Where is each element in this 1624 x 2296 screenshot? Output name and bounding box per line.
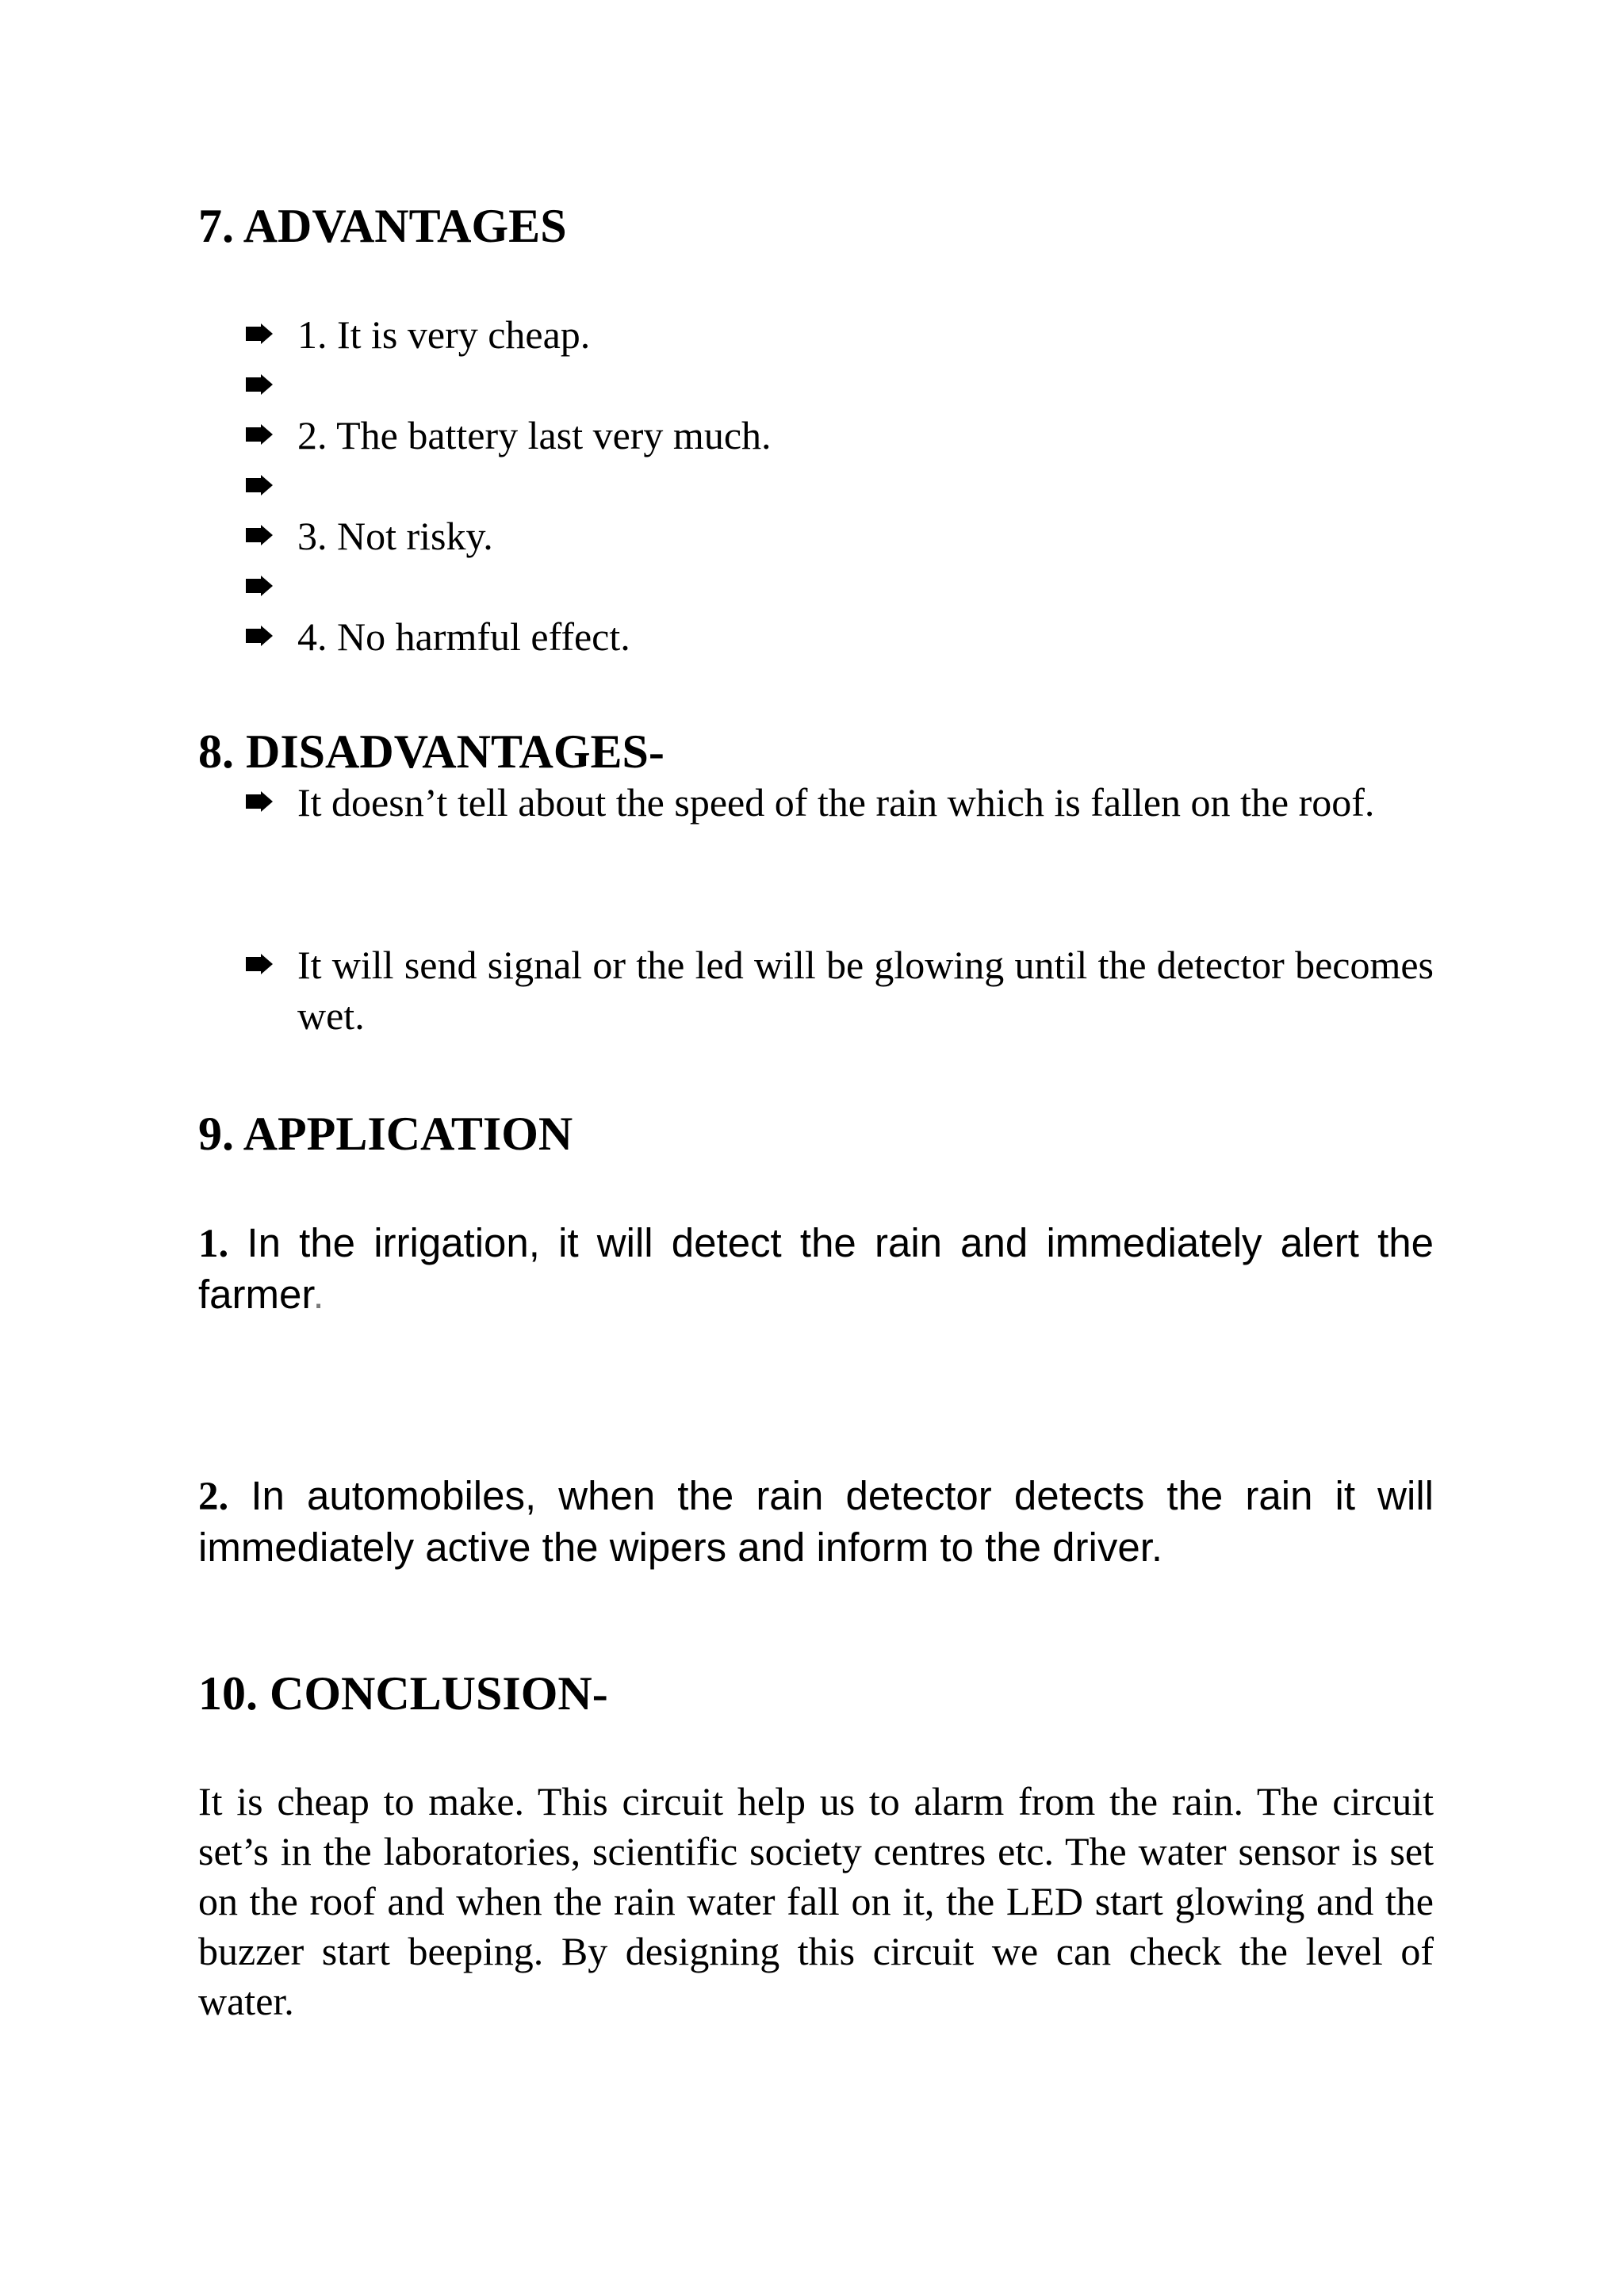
advantage-item: 4. No harmful effect. xyxy=(297,614,630,659)
application-item-text: In automobiles, when the rain detector detects the rain it will immediately active the wipers and inform to the driver. xyxy=(198,1473,1434,1570)
application-item-number: 2. xyxy=(198,1475,229,1519)
right-arrow-bullet-icon xyxy=(246,525,273,545)
conclusion-heading: 10. CONCLUSION- xyxy=(198,1667,608,1720)
right-arrow-bullet-icon xyxy=(246,475,273,496)
right-arrow-bullet-icon xyxy=(246,626,273,646)
list-item xyxy=(248,939,1434,1041)
disadvantages-heading: 8. DISADVANTAGES- xyxy=(198,725,665,778)
list-item xyxy=(248,309,1434,360)
advantage-item: 1. It is very cheap. xyxy=(297,312,591,357)
right-arrow-bullet-icon xyxy=(246,424,273,445)
list-item xyxy=(248,410,1434,461)
list-item xyxy=(248,511,1434,561)
advantages-heading: 7. ADVANTAGES xyxy=(198,200,567,252)
right-arrow-bullet-icon xyxy=(246,954,273,974)
right-arrow-bullet-icon xyxy=(246,374,273,395)
right-arrow-bullet-icon xyxy=(246,323,273,344)
advantage-item: 3. Not risky. xyxy=(297,514,493,558)
application-item xyxy=(198,1218,1434,1320)
list-item xyxy=(248,611,1434,662)
application-item xyxy=(198,1471,1434,1573)
conclusion-paragraph: It is cheap to make. This circuit help us to alarm from the rain. The circuit set’s in the laboratories, scientific society centres etc. The water sensor is set on the roof and when the rain water fall on it, the LED start glowing and the buzzer start beeping. By designing this circuit we can check the level of water. xyxy=(198,1779,1434,2023)
right-arrow-bullet-icon xyxy=(246,791,273,812)
right-arrow-bullet-icon xyxy=(246,576,273,596)
application-item-text: In the irrigation, it will detect the rain and immediately alert the farmer xyxy=(198,1220,1434,1317)
disadvantage-item: It doesn’t tell about the speed of the rain which is fallen on the roof. xyxy=(297,780,1375,825)
disadvantage-item: It will send signal or the led will be glowing until the detector becomes wet. xyxy=(297,943,1434,1038)
list-item xyxy=(248,777,1434,828)
application-heading: 9. APPLICATION xyxy=(198,1108,573,1160)
advantage-item: 2. The battery last very much. xyxy=(297,413,772,457)
application-item-number: 1. xyxy=(198,1222,229,1266)
application-item-trailing-period: . xyxy=(312,1272,324,1317)
